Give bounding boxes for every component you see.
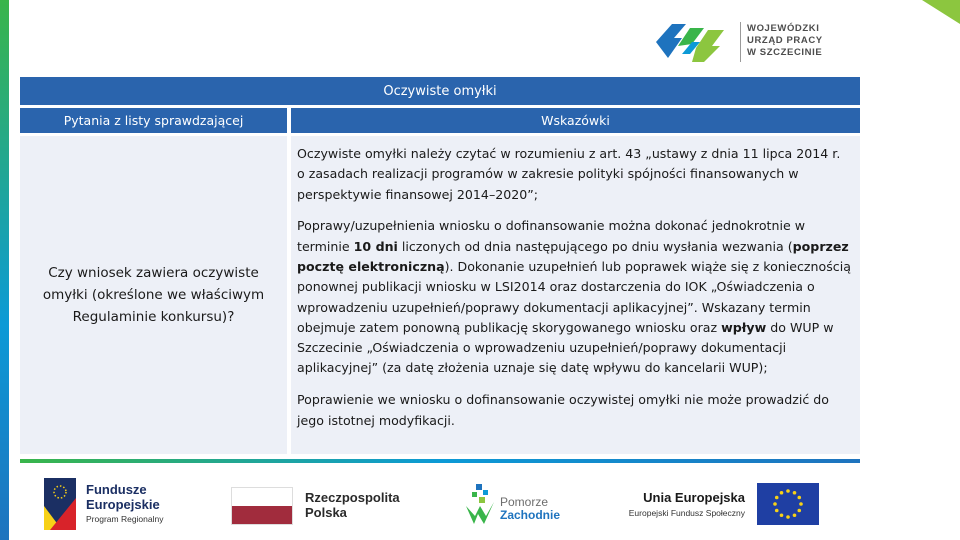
eu-star: [775, 496, 779, 500]
logo-divider: [740, 22, 741, 62]
rzeczpospolita-text: Rzeczpospolita Polska: [305, 490, 400, 520]
pomorze-zachodnie-text: Pomorze Zachodnie: [500, 495, 561, 522]
corner-triangle: [922, 0, 960, 24]
eu-star: [793, 513, 797, 517]
eu-star: [780, 513, 784, 517]
column-header-hints: Wskazówki: [291, 108, 860, 133]
logo-line-1: WOJEWÓDZKI: [747, 23, 820, 34]
eu-star: [775, 509, 779, 513]
eu-star: [780, 491, 784, 495]
guidance-table: [20, 77, 860, 454]
eu-flag-icon: [757, 483, 819, 525]
hints-cell: [291, 136, 860, 454]
table-header-row: [20, 108, 860, 133]
pomorze-zachodnie-icon: [462, 480, 498, 530]
hint-paragraph-1: Oczywiste omyłki należy czytać w rozumieniu z art. 43 „ustawy z dnia 11 lipca 2014 r. o zasadach realizacji programów w zakresie polityki spójności finansowanych w perspektywie finansowej 2014–2020”;: [297, 146, 841, 202]
eu-star: [797, 509, 801, 513]
footer-logos: [0, 470, 960, 540]
eu-star: [797, 496, 801, 500]
wup-logo-text: [747, 23, 823, 59]
left-accent-bar: [0, 0, 9, 540]
bottom-gradient-strip: [20, 459, 860, 463]
wup-symbol-icon: [652, 18, 732, 66]
table-title: Oczywiste omyłki: [20, 77, 860, 105]
fundusze-europejskie-text: Fundusze Europejskie Program Regionalny: [86, 482, 164, 524]
eu-star: [786, 515, 790, 519]
fundusze-europejskie-icon: [44, 478, 76, 530]
table-row: [20, 136, 860, 454]
eu-star: [773, 502, 777, 506]
polish-flag-icon: [231, 487, 293, 525]
question-cell: Czy wniosek zawiera oczywiste omyłki (określone we właściwym Regulaminie konkursu)?: [20, 136, 287, 454]
wup-logo: [652, 18, 830, 66]
logo-line-2: URZĄD PRACY: [747, 35, 823, 46]
eu-star: [786, 489, 790, 493]
unia-europejska-text: Unia Europejska Europejski Fundusz Społeczny: [628, 490, 745, 518]
hint-paragraph-2: Poprawy/uzupełnienia wniosku o dofinansowanie można dokonać jednokrotnie w terminie 10 dni liczonych od dnia następującego po dniu wysłania wezwania (poprzez pocztę elektroniczną). Dokonanie uzupełnień lub poprawek wiąże się z koniecznością ponownej publikacji wniosku w LSI2014 oraz dostarczenia do IOK „Oświadczenia o wprowadzeniu uzupełnień/poprawy dokumentacji aplikacyjnej”. Wskazany termin obejmuje zatem ponowną publikację skorygowanego wniosku oraz wpływ do WUP w Szczecinie „Oświadczenia o wprowadzeniu uzupełnień/poprawy dokumentacji aplikacyjnej” (za datę złożenia uznaje się datę wpływu do kancelarii WUP);: [297, 218, 851, 376]
eu-star: [793, 491, 797, 495]
column-header-questions: Pytania z listy sprawdzającej: [20, 108, 287, 133]
logo-line-3: W SZCZECINIE: [747, 47, 823, 58]
hint-paragraph-3: Poprawienie we wniosku o dofinansowanie oczywistej omyłki nie może prowadzić do jego istotnej modyfikacji.: [297, 392, 829, 428]
eu-star: [799, 502, 803, 506]
